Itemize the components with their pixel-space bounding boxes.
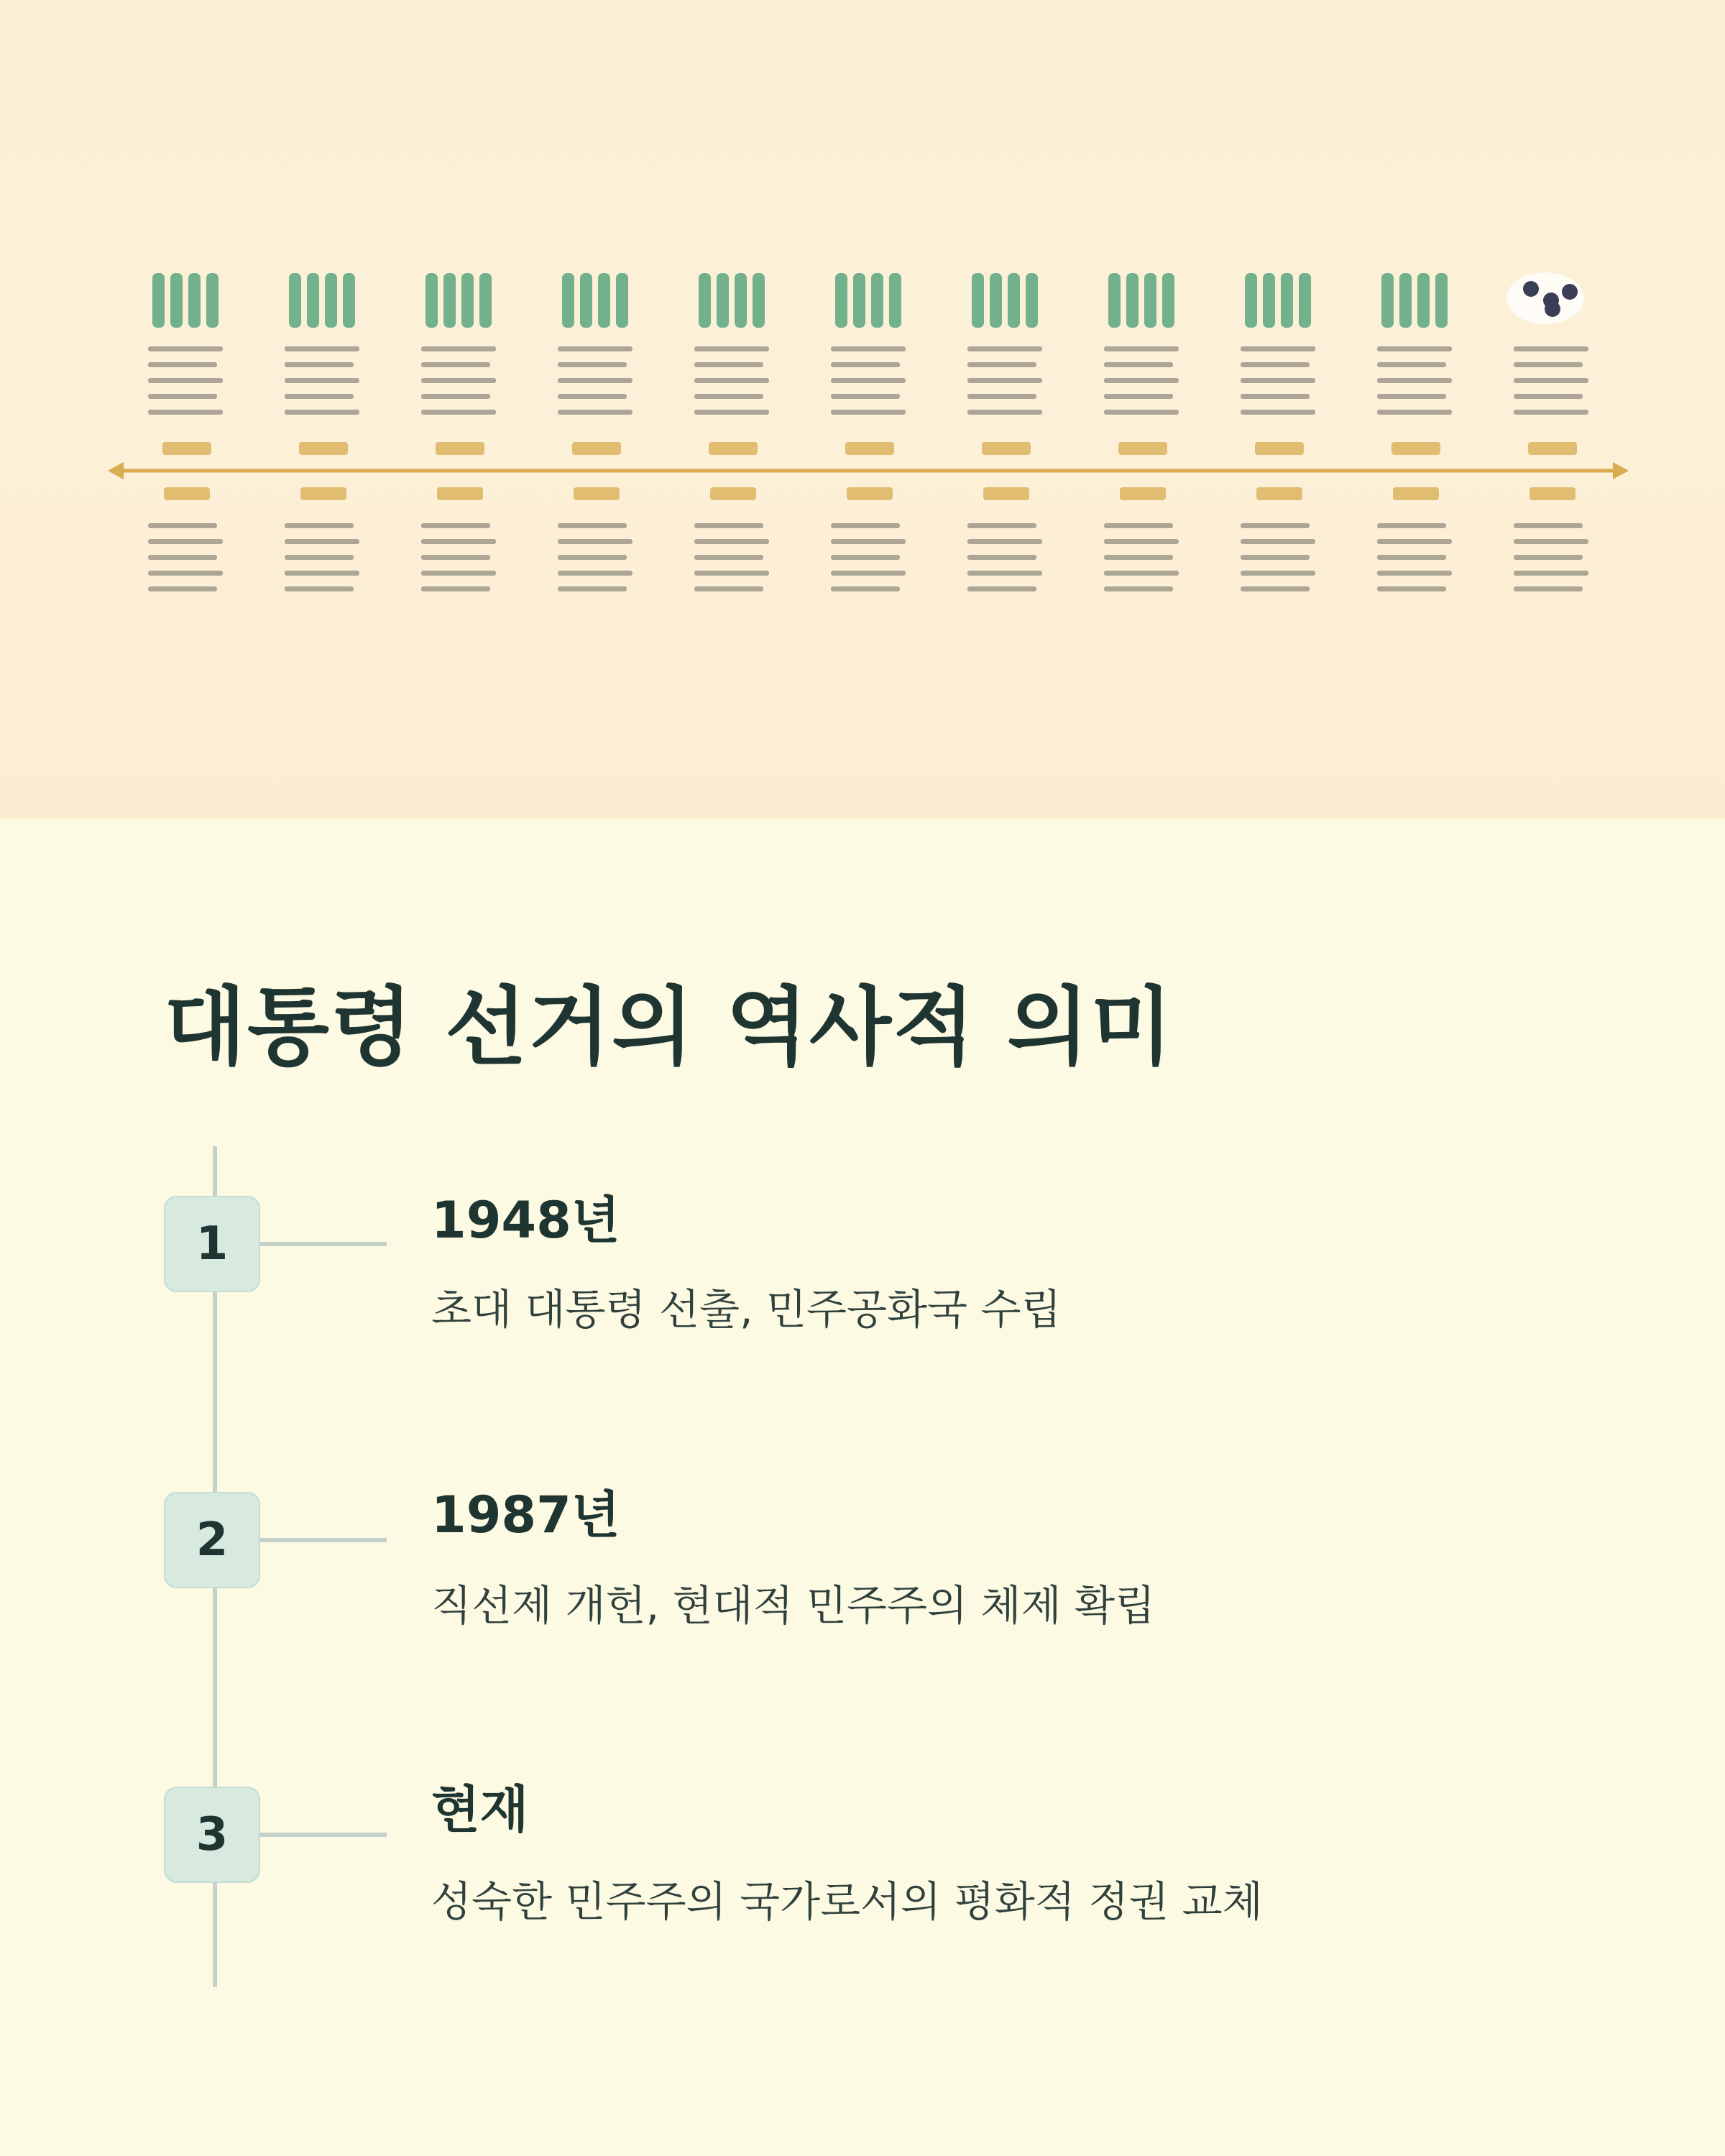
blurred-text-line [831,394,900,399]
blurred-year-mark [1256,487,1302,500]
blurred-text-line [1514,394,1583,399]
blurred-text-line [1104,410,1179,415]
blurred-numeral-mark [1162,273,1174,328]
blurred-text-line [148,523,217,528]
blurred-text-line [148,555,217,560]
blurred-text-line [967,346,1042,351]
blurred-text-line [1241,571,1315,576]
blurred-numeral-mark [170,273,183,328]
blurred-text-line [694,378,769,383]
blurred-text-line [1241,394,1310,399]
blurred-text-line [1241,362,1310,367]
blurred-text-line [694,571,769,576]
blurred-numeral-mark [735,273,747,328]
blurred-numeral-mark [1435,273,1448,328]
blurred-numeral-mark [616,273,628,328]
blurred-text-line [831,555,900,560]
step-title: 1948년 [431,1191,620,1250]
blurred-text-line [285,523,354,528]
step-badge: 2 [164,1492,260,1588]
step-connector [260,1538,387,1542]
blurred-numeral-mark [343,273,355,328]
blurred-text-line [558,378,632,383]
blurred-numeral-mark [1008,273,1020,328]
blurred-numeral-mark [1245,273,1257,328]
blurred-text-line [694,362,763,367]
blurred-text-line [1104,346,1179,351]
blurred-text-line [558,571,632,576]
blurred-text-line [1241,523,1310,528]
blurred-year-mark [1393,487,1439,500]
step-title: 현재 [431,1780,529,1839]
blurred-text-line [285,571,359,576]
blurred-text-line [967,394,1036,399]
blurred-numeral-mark [443,273,456,328]
section-title: 대통령 선거의 역사적 의미 [164,977,1174,1077]
blurred-year-mark [300,487,346,500]
step-description: 성숙한 민주주의 국가로서의 평화적 정권 교체 [431,1877,1263,1926]
blurred-text-line [1514,362,1583,367]
blurred-text-line [1514,346,1588,351]
blurred-year-mark [437,487,483,500]
blurred-text-line [285,410,359,415]
blurred-year-mark [982,442,1031,455]
step-badge: 3 [164,1787,260,1883]
blurred-text-line [1377,539,1452,544]
blurred-numeral-mark [990,273,1002,328]
blurred-text-line [558,539,632,544]
blurred-image-dot [1562,284,1578,300]
blurred-text-line [148,571,223,576]
blurred-numeral-mark [1108,273,1121,328]
blurred-year-mark [162,442,211,455]
blurred-numeral-mark [972,273,984,328]
blurred-text-line [1514,571,1588,576]
blurred-text-line [831,378,906,383]
step-connector [260,1242,387,1246]
blurred-numeral-mark [461,273,474,328]
blurred-text-line [285,539,359,544]
blurred-text-line [1104,571,1179,576]
step-description: 초대 대통령 선출, 민주공화국 수립 [431,1285,1062,1334]
blurred-text-line [694,410,769,415]
blurred-text-line [967,362,1036,367]
blurred-text-line [148,378,223,383]
blurred-numeral-mark [206,273,218,328]
step-badge: 1 [164,1196,260,1292]
blurred-text-line [1104,394,1173,399]
blurred-text-line [1377,410,1452,415]
blurred-year-mark [845,442,894,455]
blurred-image-dot [1523,281,1539,297]
blurred-text-line [831,586,900,591]
blurred-text-line [1104,523,1173,528]
blurred-numeral-mark [889,273,901,328]
blurred-text-line [694,346,769,351]
blurred-year-mark [574,487,620,500]
blurred-text-line [558,586,627,591]
blurred-text-line [694,523,763,528]
blurred-year-mark [1392,442,1440,455]
blurred-text-line [967,539,1042,544]
blurred-text-line [1377,346,1452,351]
blurred-text-line [967,523,1036,528]
blurred-numeral-mark [580,273,592,328]
blurred-numeral-mark [426,273,438,328]
blurred-text-line [421,586,490,591]
blurred-text-line [1514,523,1583,528]
blurred-text-line [285,346,359,351]
blurred-text-line [148,362,217,367]
blurred-text-line [967,410,1042,415]
blurred-text-line [421,539,496,544]
blurred-text-line [694,555,763,560]
blurred-numeral-mark [325,273,337,328]
timeline-illustration [0,0,1725,819]
blurred-text-line [1377,555,1446,560]
blurred-text-line [967,571,1042,576]
blurred-text-line [1241,539,1315,544]
blurred-text-line [148,394,217,399]
blurred-year-mark [1530,487,1576,500]
timeline-illustration-graphic [0,0,1725,819]
blurred-text-line [831,410,906,415]
blurred-text-line [421,346,496,351]
blurred-numeral-mark [753,273,765,328]
blurred-numeral-mark [1299,273,1311,328]
blurred-text-line [148,410,223,415]
blurred-numeral-mark [562,273,574,328]
timeline-columns [148,272,1588,591]
blurred-year-mark [1255,442,1304,455]
blurred-text-line [285,378,359,383]
blurred-text-line [421,555,490,560]
blurred-text-line [421,410,496,415]
blurred-text-line [694,586,763,591]
blurred-text-line [831,362,900,367]
blurred-numeral-mark [188,273,201,328]
axis-left-arrow-icon [108,462,124,479]
blurred-year-mark [983,487,1029,500]
blurred-year-mark [847,487,893,500]
blurred-numeral-mark [307,273,319,328]
blurred-text-line [1377,571,1452,576]
blurred-text-line [1104,555,1173,560]
blurred-text-line [1104,539,1179,544]
blurred-numeral-mark [853,273,865,328]
blurred-text-line [1377,523,1446,528]
blurred-text-line [1514,378,1588,383]
blurred-numeral-mark [835,273,847,328]
step-description: 직선제 개헌, 현대적 민주주의 체제 확립 [431,1581,1156,1630]
blurred-text-line [148,346,223,351]
blurred-text-line [1377,586,1446,591]
blurred-text-line [1514,410,1588,415]
blurred-text-line [1514,586,1583,591]
blurred-year-mark [572,442,621,455]
blurred-text-line [148,586,217,591]
blurred-text-line [1241,378,1315,383]
blurred-text-line [831,523,900,528]
blurred-year-mark [710,487,756,500]
blurred-text-line [1241,410,1315,415]
blurred-text-line [421,394,490,399]
blurred-text-line [558,394,627,399]
blurred-text-line [967,555,1036,560]
blurred-text-line [285,394,354,399]
blurred-text-line [1104,362,1173,367]
blurred-text-line [558,410,632,415]
blurred-text-line [285,586,354,591]
blurred-text-line [831,346,906,351]
blurred-text-line [558,362,627,367]
blurred-text-line [421,523,490,528]
blurred-text-line [285,555,354,560]
blurred-numeral-mark [598,273,610,328]
blurred-numeral-mark [871,273,883,328]
blurred-year-mark [164,487,210,500]
blurred-numeral-mark [1381,273,1394,328]
blurred-text-line [1241,555,1310,560]
blurred-text-line [558,346,632,351]
blurred-numeral-mark [1281,273,1293,328]
blurred-year-mark [1118,442,1167,455]
blurred-text-line [967,378,1042,383]
step-title: 1987년 [431,1485,620,1544]
blurred-text-line [421,571,496,576]
blurred-numeral-mark [289,273,301,328]
blurred-text-line [1377,378,1452,383]
blurred-numeral-mark [1026,273,1038,328]
blurred-numeral-mark [1263,273,1275,328]
blurred-text-line [1377,362,1446,367]
blurred-numeral-mark [1126,273,1138,328]
blurred-year-mark [299,442,348,455]
blurred-text-line [558,555,627,560]
blurred-text-line [1377,394,1446,399]
blurred-year-mark [436,442,484,455]
blurred-text-line [421,378,496,383]
blurred-year-mark [1528,442,1577,455]
blurred-numeral-mark [1144,273,1156,328]
blurred-text-line [558,523,627,528]
blurred-text-line [1514,555,1583,560]
blurred-numeral-mark [1399,273,1412,328]
step-connector [260,1833,387,1837]
blurred-text-line [421,362,490,367]
blurred-numeral-mark [1417,273,1430,328]
blurred-numeral-mark [152,273,165,328]
blurred-image-dot [1545,301,1560,317]
blurred-text-line [1514,539,1588,544]
blurred-text-line [1104,378,1179,383]
blurred-text-line [831,539,906,544]
blurred-text-line [694,394,763,399]
blurred-year-mark [1120,487,1166,500]
blurred-text-line [967,586,1036,591]
blurred-text-line [1241,346,1315,351]
axis-right-arrow-icon [1613,462,1629,479]
blurred-text-line [1104,586,1173,591]
blurred-text-line [831,571,906,576]
blurred-numeral-mark [699,273,711,328]
blurred-text-line [694,539,769,544]
blurred-numeral-mark [479,273,492,328]
blurred-numeral-mark [717,273,729,328]
blurred-text-line [1241,586,1310,591]
blurred-text-line [148,539,223,544]
blurred-text-line [285,362,354,367]
blurred-year-mark [709,442,758,455]
